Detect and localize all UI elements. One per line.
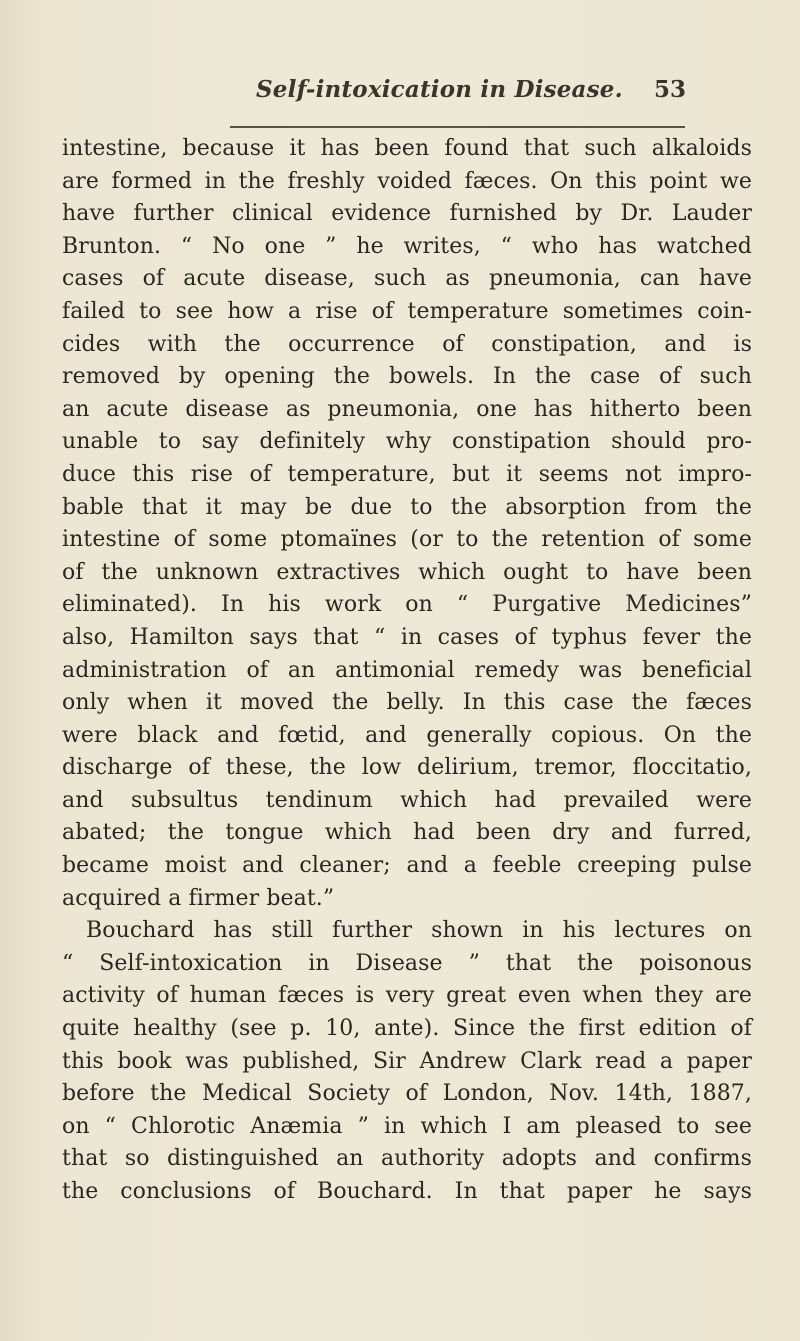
- text-line: cides with the occurrence of constipation, and is: [62, 331, 752, 357]
- text-line: quite healthy (see p. 10, ante). Since the first edition of: [62, 1016, 752, 1042]
- text-line: failed to see how a rise of temperature sometimes coin-: [62, 298, 752, 324]
- text-line: before the Medical Society of London, Nov. 14th, 1887,: [62, 1081, 752, 1107]
- text-line: administration of an antimonial remedy was beneficial: [62, 657, 752, 683]
- text-line: that so distinguished an authority adopts and confirms: [62, 1146, 752, 1172]
- header-rule: [230, 126, 685, 128]
- text-line: unable to say definitely why constipation should pro-: [62, 429, 752, 455]
- text-line: Brunton. “ No one ” he writes, “ who has watched: [62, 233, 752, 259]
- text-line: have further clinical evidence furnished by Dr. Lauder: [62, 201, 752, 227]
- text-line: the conclusions of Bouchard. In that paper he says: [62, 1179, 752, 1204]
- text-line: intestine of some ptomaïnes (or to the retention of some: [62, 527, 752, 553]
- text-line: Bouchard has still further shown in his lectures on: [86, 918, 752, 944]
- text-line: bable that it may be due to the absorption from the: [62, 494, 752, 520]
- text-line: on “ Chlorotic Anæmia ” in which I am pleased to see: [62, 1113, 752, 1139]
- running-title: Self-intoxication in Disease.: [256, 76, 623, 103]
- text-line: were black and fœtid, and generally copious. On the: [62, 722, 752, 748]
- text-line: “ Self-intoxication in Disease ” that the poisonous: [62, 950, 752, 976]
- text-line: only when it moved the belly. In this case the fæces: [62, 690, 752, 716]
- text-line: acquired a firmer beat.”: [62, 885, 335, 911]
- text-line: cases of acute disease, such as pneumonia, can have: [62, 266, 752, 292]
- text-line: also, Hamilton says that “ in cases of typhus fever the: [62, 624, 752, 650]
- text-line: duce this rise of temperature, but it seems not impro-: [62, 461, 752, 487]
- page-number: 53: [654, 76, 687, 103]
- text-line: became moist and cleaner; and a feeble creeping pulse: [62, 853, 752, 879]
- text-line: abated; the tongue which had been dry and furred,: [62, 820, 752, 846]
- text-line: an acute disease as pneumonia, one has hitherto been: [62, 396, 752, 422]
- text-line: and subsultus tendinum which had prevailed were: [62, 787, 752, 813]
- text-line: eliminated). In his work on “ Purgative Medicines”: [62, 592, 752, 618]
- text-line: this book was published, Sir Andrew Clark read a paper: [62, 1048, 752, 1074]
- text-line: intestine, because it has been found that such alkaloids: [62, 136, 752, 161]
- page-header: [60, 76, 760, 116]
- text-line: activity of human fæces is very great even when they are: [62, 983, 752, 1009]
- text-line: removed by opening the bowels. In the case of such: [62, 364, 752, 390]
- body-text: [62, 133, 752, 1209]
- text-line: are formed in the freshly voided fæces. On this point we: [62, 168, 752, 194]
- text-line: of the unknown extractives which ought to have been: [62, 559, 752, 585]
- text-line: discharge of these, the low delirium, tremor, floccitatio,: [62, 755, 752, 781]
